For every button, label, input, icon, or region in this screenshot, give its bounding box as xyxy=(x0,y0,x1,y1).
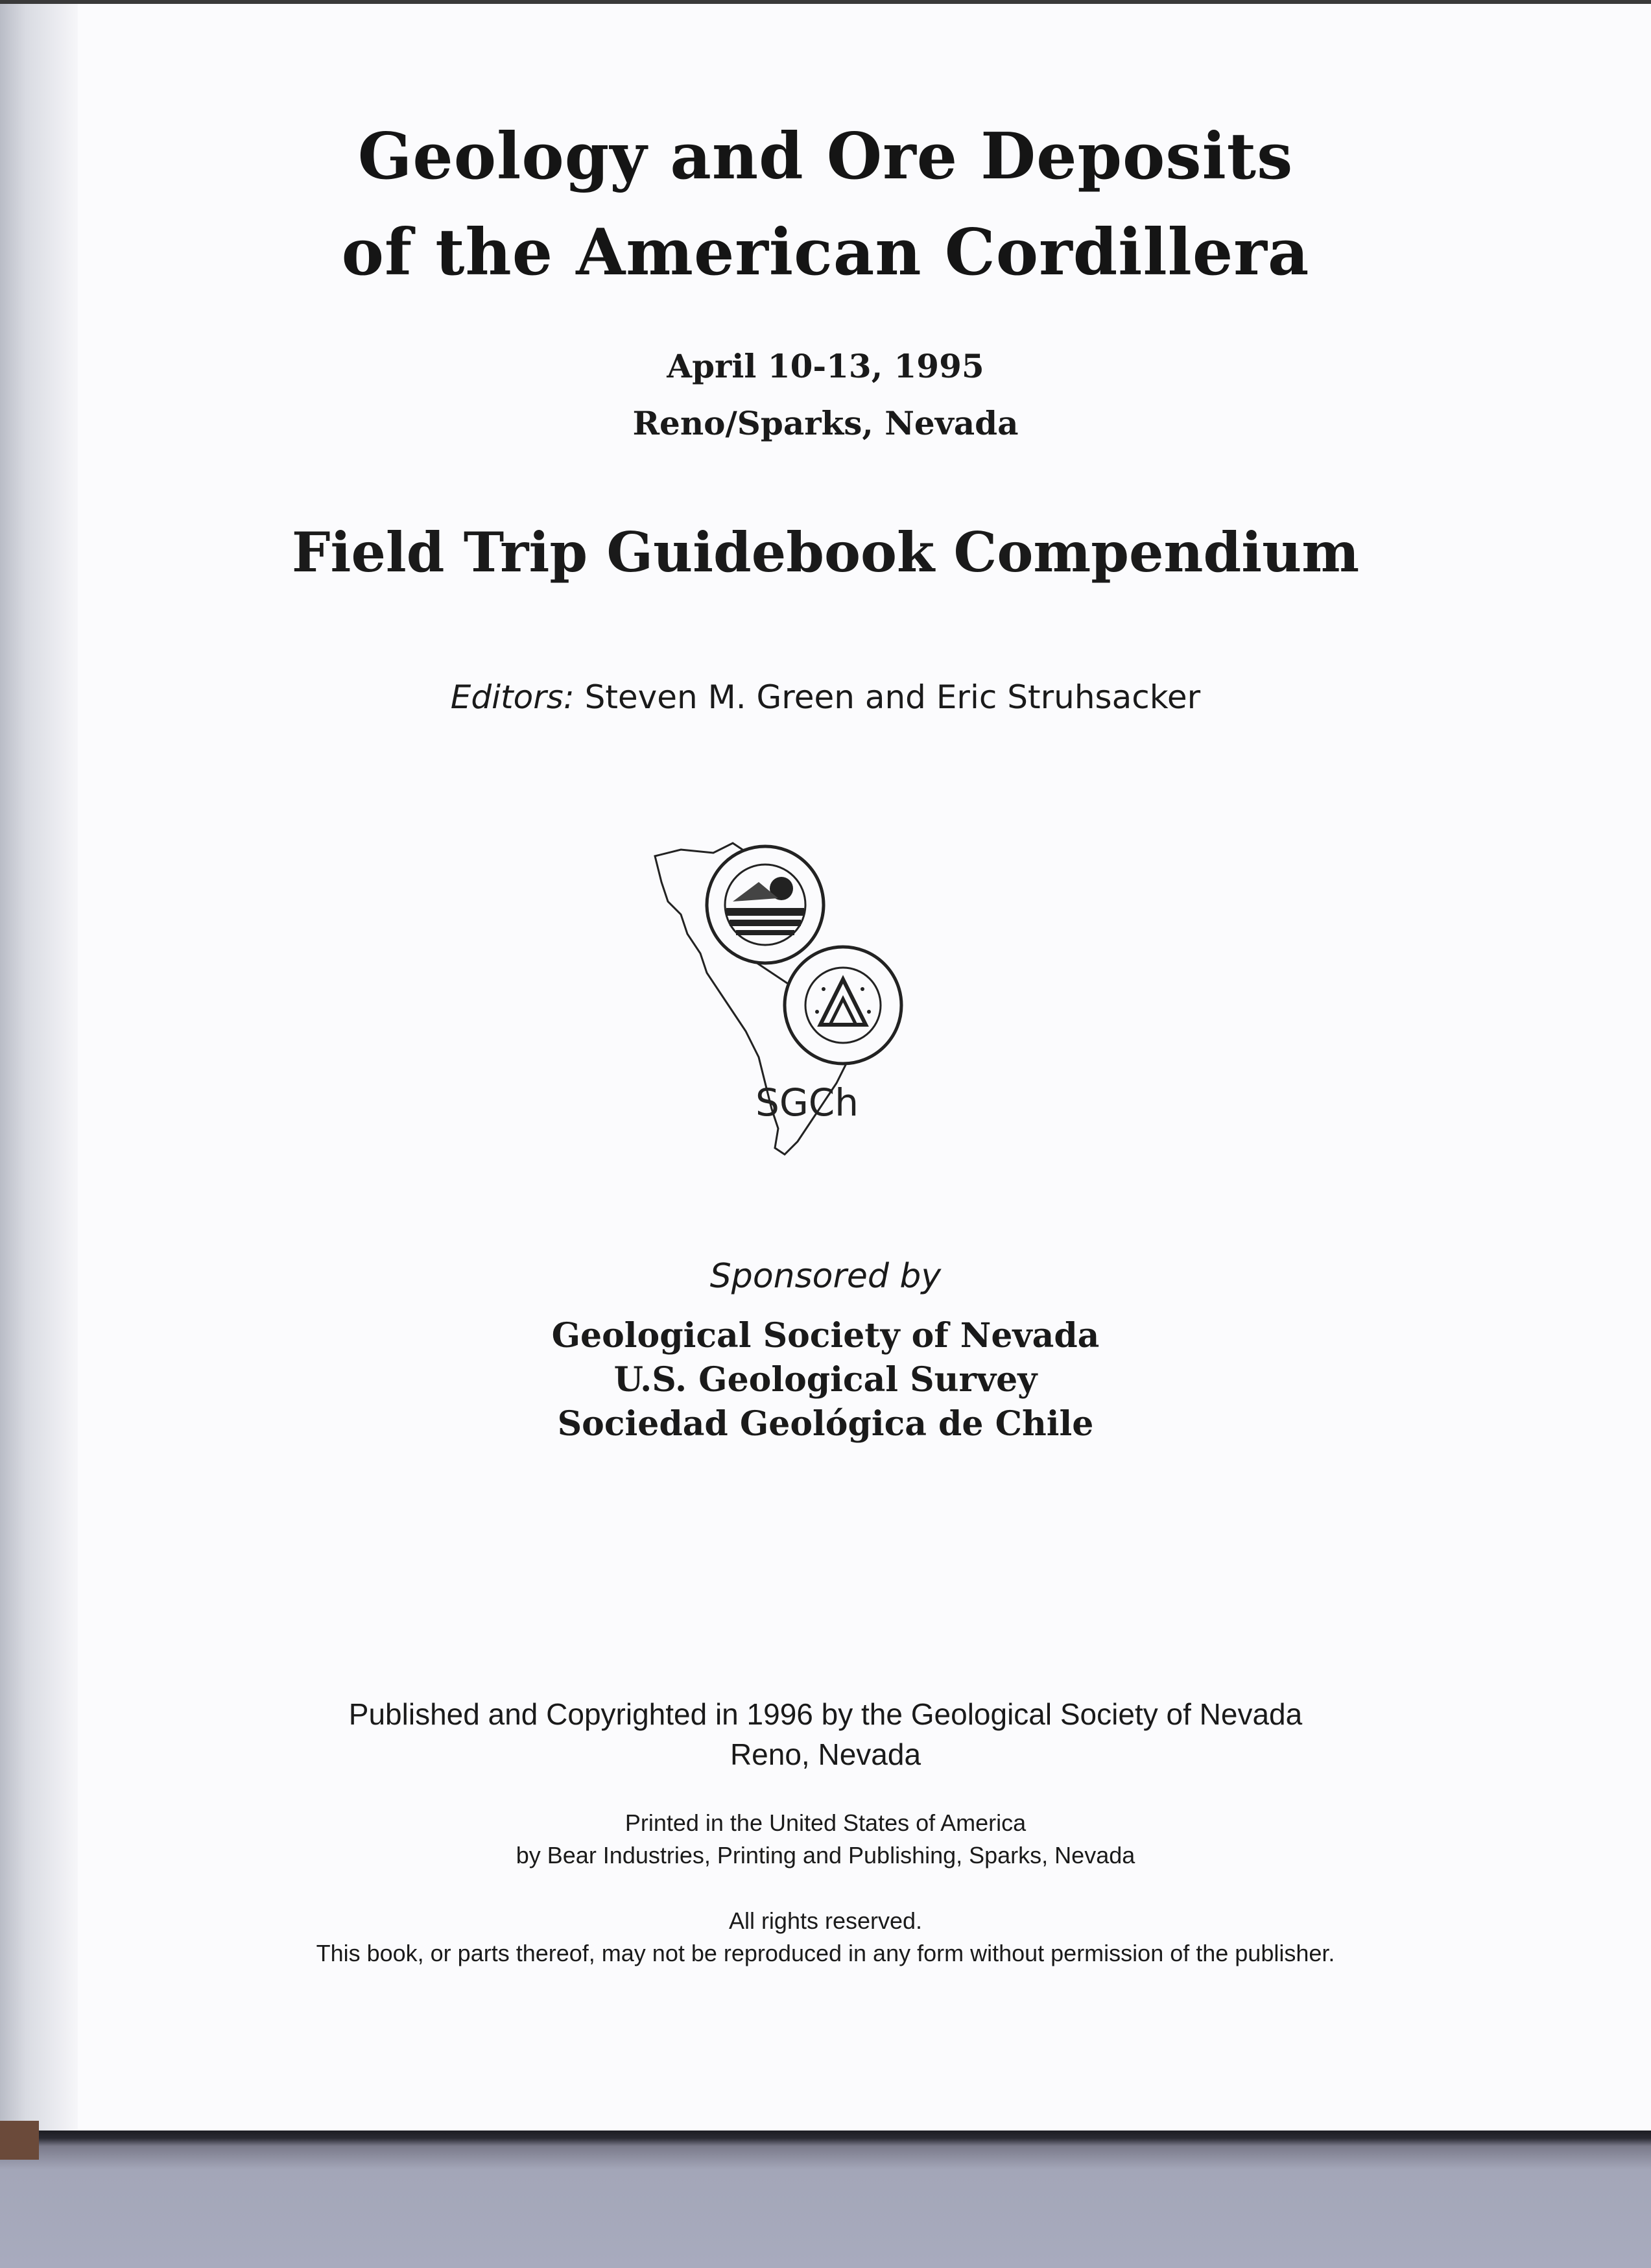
sponsor-sgch: Sociedad Geológica de Chile xyxy=(557,1404,1094,1444)
printed-line-2: by Bear Industries, Printing and Publishing, Sparks, Nevada xyxy=(516,1842,1135,1868)
rights-line-2: This book, or parts thereof, may not be reproduced in any form without permission of the publisher. xyxy=(316,1940,1335,1966)
sgch-label: SGCh xyxy=(755,1080,859,1125)
usgs-seal-icon xyxy=(785,947,901,1064)
rights-line-1: All rights reserved. xyxy=(728,1907,923,1934)
editors-names: Steven M. Green and Eric Struhsacker xyxy=(584,678,1201,716)
sponsor-gsn: Geological Society of Nevada xyxy=(551,1316,1100,1355)
printed-line-1: Printed in the United States of America xyxy=(624,1809,1027,1836)
gsn-seal-icon xyxy=(707,846,824,963)
americas-map-logo xyxy=(642,837,953,1161)
editors-line xyxy=(0,674,1651,720)
title-line-1: Geology and Ore Deposits xyxy=(357,119,1294,194)
event-date: April 10-13, 1995 xyxy=(667,347,984,385)
published-city: Reno, Nevada xyxy=(730,1737,921,1771)
sponsor-usgs: U.S. Geological Survey xyxy=(613,1360,1038,1400)
book-cover-edge xyxy=(0,2121,39,2160)
event-location: Reno/Sparks, Nevada xyxy=(632,404,1019,442)
editors-label: Editors: xyxy=(450,678,575,716)
title-line-2: of the American Cordillera xyxy=(341,215,1310,290)
page-top-edge xyxy=(0,0,1651,4)
sponsor-logos xyxy=(642,837,953,1161)
scan-background xyxy=(0,2131,1651,2268)
subtitle: Field Trip Guidebook Compendium xyxy=(291,520,1360,584)
published-line: Published and Copyrighted in 1996 by the Geological Society of Nevada xyxy=(348,1697,1303,1731)
sponsored-by-label: Sponsored by xyxy=(709,1257,942,1296)
